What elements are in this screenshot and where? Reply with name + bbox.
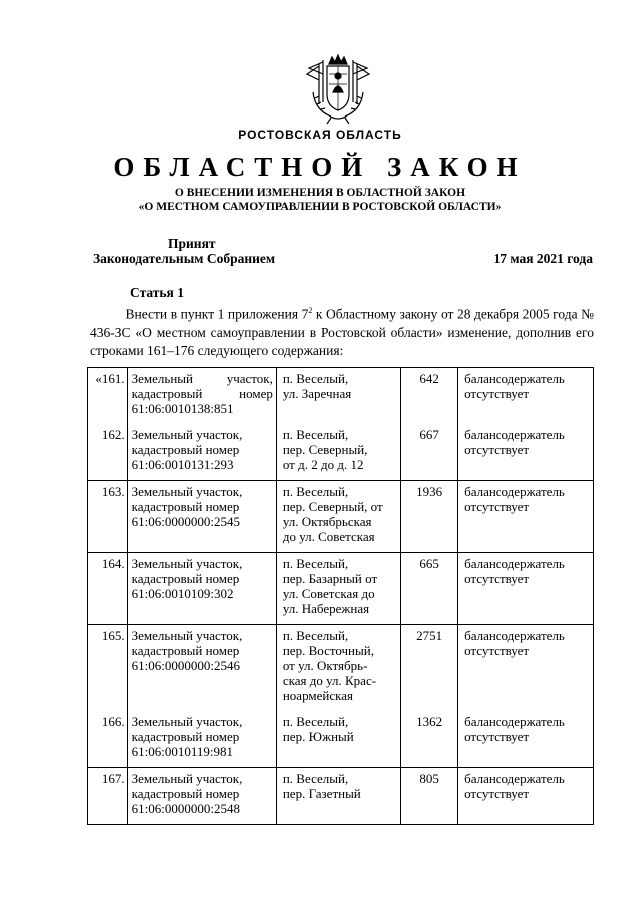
object-owner	[458, 481, 594, 553]
object-name-line: кадастровый номер	[131, 499, 240, 514]
object-address	[276, 424, 400, 481]
object-address-line: ул. Советская до	[282, 586, 375, 601]
adoption-date: 17 мая 2021 года	[493, 251, 593, 266]
object-address	[276, 553, 400, 625]
object-name-line: кадастровый номер	[131, 386, 273, 401]
row-number: 166.	[88, 711, 128, 768]
object-name-line: кадастровый номер	[131, 643, 240, 658]
object-owner-line: отсутствует	[464, 643, 530, 658]
subtitle-line-2: «О МЕСТНОМ САМОУПРАВЛЕНИИ В РОСТОВСКОЙ ОБЛАСТИ»	[138, 201, 502, 213]
object-name-line: кадастровый номер	[131, 442, 240, 457]
object-owner	[458, 553, 594, 625]
table-row	[88, 711, 594, 768]
object-address-line: ул. Заречная	[282, 386, 352, 401]
object-length: 642	[401, 368, 458, 425]
object-address-line: пер. Газетный	[282, 786, 361, 801]
object-owner-line: балансодержатель	[464, 427, 565, 442]
table-row	[88, 553, 594, 625]
object-name	[127, 553, 276, 625]
object-owner-line: балансодержатель	[464, 371, 565, 386]
object-address-line: ноармейская	[282, 688, 353, 703]
object-name-line: 61:06:0000000:2546	[131, 658, 240, 673]
row-number: 164.	[88, 553, 128, 625]
row-number: «161.	[88, 368, 128, 425]
law-title: ОБЛАСТНОЙ ЗАКОН	[113, 152, 527, 182]
object-owner-line: балансодержатель	[464, 484, 565, 499]
object-address-line: пер. Северный, от	[282, 499, 383, 514]
region-name: РОСТОВСКАЯ ОБЛАСТЬ	[238, 128, 402, 142]
object-name-line: Земельный участок,	[131, 771, 243, 786]
object-name-line: Земельный участок,	[131, 427, 243, 442]
law-subtitle	[0, 186, 640, 214]
object-address-line: п. Веселый,	[282, 484, 349, 499]
object-length: 665	[401, 553, 458, 625]
object-address-line: пер. Северный,	[282, 442, 368, 457]
object-address	[276, 368, 400, 425]
object-length: 805	[401, 768, 458, 825]
object-name-line: кадастровый номер	[131, 571, 240, 586]
object-owner-line: отсутствует	[464, 786, 530, 801]
object-address-line: ул. Октябрьская	[282, 514, 372, 529]
object-name-line: 61:06:0010119:981	[131, 744, 233, 759]
object-name-line: Земельный участок,	[131, 628, 243, 643]
adopted-by: Законодательным Собранием	[93, 251, 276, 266]
object-address	[276, 711, 400, 768]
object-owner-line: отсутствует	[464, 499, 530, 514]
object-owner-line: отсутствует	[464, 571, 530, 586]
subtitle-line-1: О ВНЕСЕНИИ ИЗМЕНЕНИЯ В ОБЛАСТНОЙ ЗАКОН	[174, 187, 466, 199]
object-address-line: пер. Южный	[282, 729, 354, 744]
object-length: 1362	[401, 711, 458, 768]
object-name-line: Земельный участок,	[131, 484, 243, 499]
object-address	[276, 768, 400, 825]
article-title: Статья 1	[130, 285, 184, 300]
object-length: 1936	[401, 481, 458, 553]
table-row	[88, 424, 594, 481]
table-row	[88, 625, 594, 712]
object-name	[127, 481, 276, 553]
row-number: 163.	[88, 481, 128, 553]
object-name-line: кадастровый номер	[131, 729, 240, 744]
object-name-line: 61:06:0010138:851	[131, 401, 234, 416]
object-owner-line: балансодержатель	[464, 628, 565, 643]
adopted-label: Принят	[168, 236, 216, 251]
object-owner-line: отсутствует	[464, 386, 530, 401]
object-address	[276, 625, 400, 712]
object-address-line: пер. Базарный от	[282, 571, 378, 586]
object-owner-line: балансодержатель	[464, 771, 565, 786]
object-address-line: от д. 2 до д. 12	[282, 457, 364, 472]
object-owner-line: отсутствует	[464, 729, 530, 744]
object-name-line: 61:06:0010131:293	[131, 457, 234, 472]
object-length: 2751	[401, 625, 458, 712]
objects-table	[87, 367, 594, 825]
object-owner-line: балансодержатель	[464, 556, 565, 571]
object-address	[276, 481, 400, 553]
object-address-line: пер. Восточный,	[282, 643, 374, 658]
object-name-line: Земельный участок,	[131, 371, 273, 386]
object-owner-line: балансодержатель	[464, 714, 565, 729]
object-address-line: п. Веселый,	[282, 427, 349, 442]
object-address-line: п. Веселый,	[282, 771, 349, 786]
object-address-line: п. Веселый,	[282, 371, 349, 386]
article-text-start: Внести в пункт 1 приложения 7	[125, 306, 309, 322]
object-name	[127, 711, 276, 768]
object-owner	[458, 368, 594, 425]
article-text-end: к Областному закону от 28 декабря 2005 года № 436-ЗС «О местном самоуправлении в Ростовской области» изменение, дополнив его строками 161–176 следующего содержания:	[90, 306, 594, 358]
object-address-line: п. Веселый,	[282, 628, 349, 643]
object-owner	[458, 424, 594, 481]
row-number: 167.	[88, 768, 128, 825]
object-name	[127, 424, 276, 481]
object-length: 667	[401, 424, 458, 481]
article-text	[90, 302, 594, 360]
object-address-line: ул. Набережная	[282, 601, 370, 616]
object-name-line: кадастровый номер	[131, 786, 240, 801]
table-row	[88, 768, 594, 825]
coat-of-arms-icon	[301, 52, 375, 126]
object-address-line: п. Веселый,	[282, 714, 349, 729]
row-number: 162.	[88, 424, 128, 481]
object-name	[127, 625, 276, 712]
object-name-line: 61:06:0000000:2548	[131, 801, 240, 816]
object-address-line: п. Веселый,	[282, 556, 349, 571]
row-number: 165.	[88, 625, 128, 712]
object-owner	[458, 768, 594, 825]
object-name-line: 61:06:0000000:2545	[131, 514, 240, 529]
object-owner	[458, 625, 594, 712]
article-superscript: 2	[308, 306, 313, 315]
object-name-line: 61:06:0010109:302	[131, 586, 234, 601]
object-owner	[458, 711, 594, 768]
object-name	[127, 768, 276, 825]
object-name-line: Земельный участок,	[131, 714, 243, 729]
table-row	[88, 481, 594, 553]
object-name-line: Земельный участок,	[131, 556, 243, 571]
object-address-line: до ул. Советская	[282, 529, 375, 544]
object-address-line: ская до ул. Крас-	[282, 673, 377, 688]
object-address-line: от ул. Октябрь-	[282, 658, 368, 673]
table-row	[88, 368, 594, 425]
object-owner-line: отсутствует	[464, 442, 530, 457]
object-name	[127, 368, 276, 425]
